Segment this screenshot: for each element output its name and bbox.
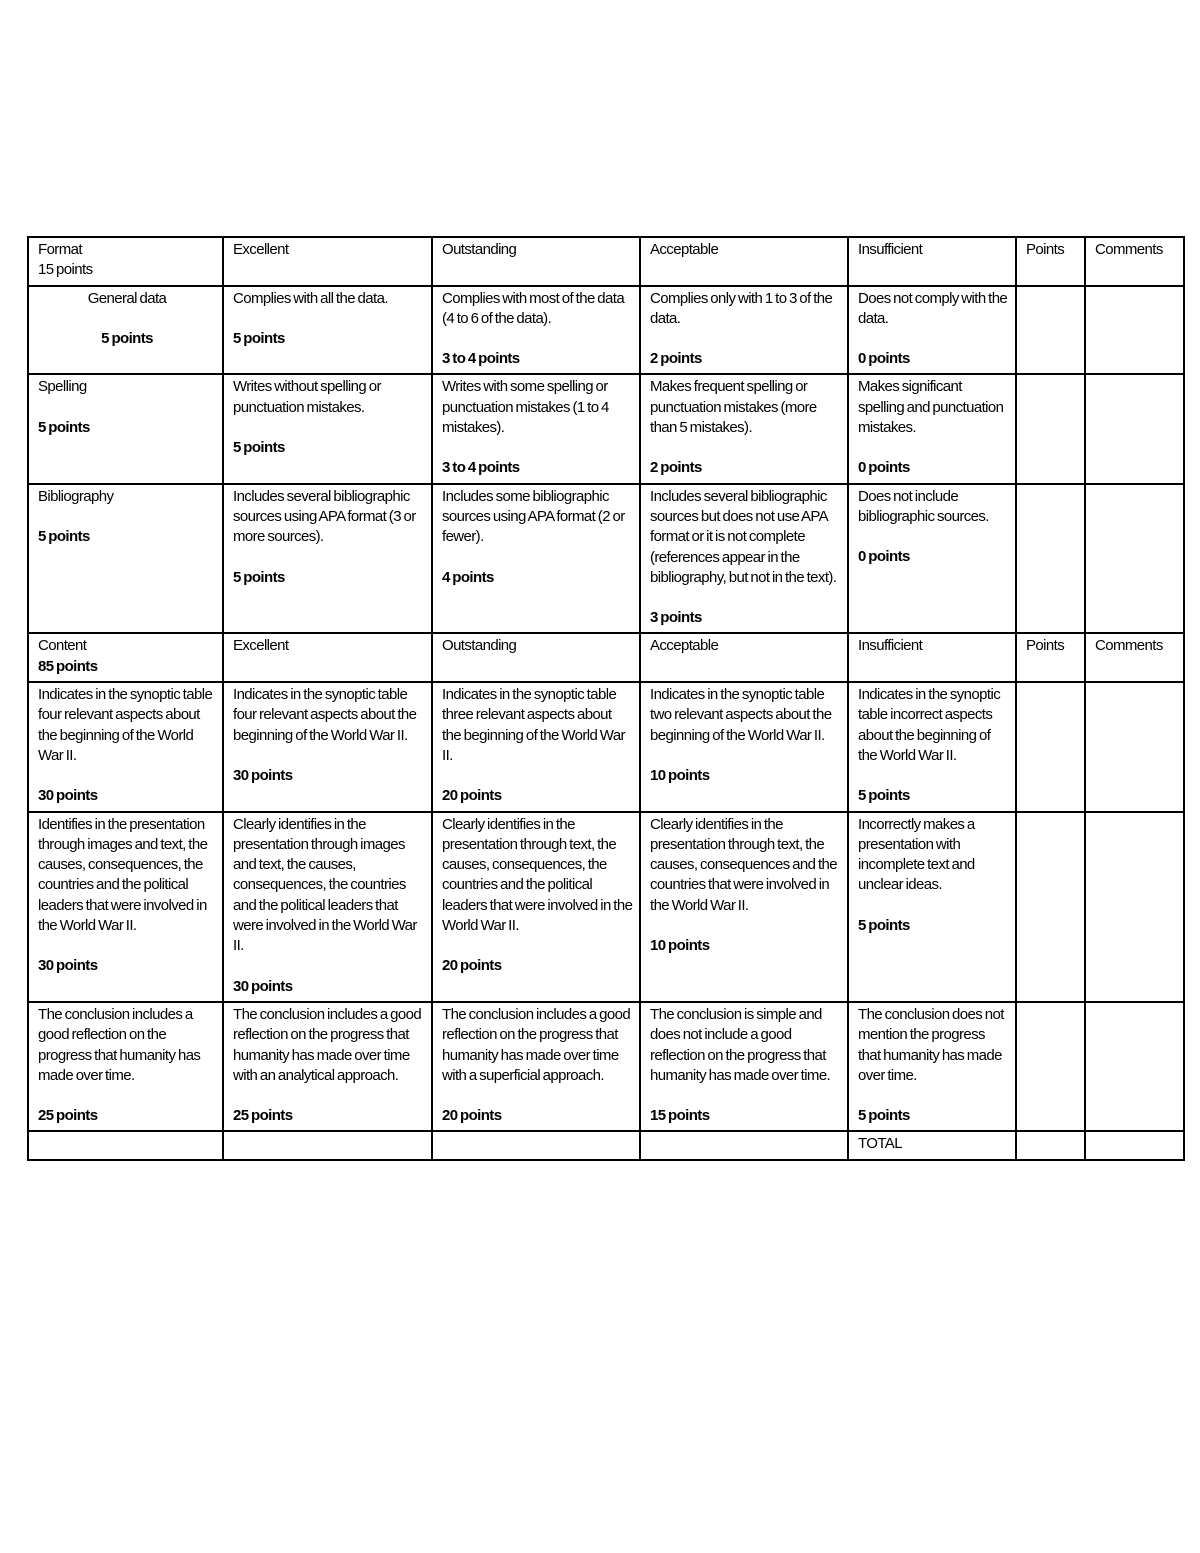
level-points: 5 points (233, 568, 285, 586)
level-points: 5 points (233, 329, 285, 347)
points-cell[interactable] (1016, 374, 1085, 483)
level-points: 0 points (858, 548, 910, 566)
level-points: 3 to 4 points (442, 459, 520, 477)
level-points: 5 points (858, 1107, 910, 1125)
level-cell (640, 812, 848, 1002)
level-description: Does not include bibliographic sources. (858, 487, 989, 525)
rubric-table (27, 236, 1185, 1161)
criterion-name: Indicates in the synoptic table four relevant aspects about the beginning of the World War II. (38, 686, 213, 764)
level-header-excellent: Excellent (223, 237, 432, 286)
level-points: 2 points (650, 459, 702, 477)
points-cell[interactable] (1016, 682, 1085, 811)
level-points: 20 points (442, 957, 502, 975)
criterion-points: 30 points (38, 957, 98, 975)
level-cell (223, 1002, 432, 1131)
level-points: 5 points (858, 787, 910, 805)
level-points: 20 points (442, 1107, 502, 1125)
level-cell (223, 484, 432, 634)
content_header-section-total: 85 points (38, 657, 98, 675)
criterion-cell (28, 484, 223, 634)
content_header-section-title: Content (38, 637, 87, 655)
level-header-outstanding: Outstanding (432, 237, 640, 286)
empty-cell (223, 1131, 432, 1159)
level-description: Does not comply with the data. (858, 289, 1008, 327)
level-description: The conclusion does not mention the progress that humanity has made over time. (858, 1005, 1004, 1084)
comments-cell[interactable] (1085, 286, 1184, 375)
criterion-row (28, 812, 1184, 1002)
content-header-row (28, 633, 1184, 682)
criterion-name: Identifies in the presentation through images and text, the causes, consequences, the countries and the political leaders that were involved in the World War II. (38, 815, 208, 935)
comments-cell[interactable] (1085, 484, 1184, 634)
comments-cell[interactable] (1085, 682, 1184, 811)
criterion-points: 5 points (101, 329, 153, 347)
level-cell (432, 1002, 640, 1131)
level-description: Indicates in the synoptic table two relevant aspects about the beginning of the World War II. (650, 686, 832, 744)
content_header-criteria-header (28, 633, 223, 682)
level-header-insufficient: Insufficient (848, 633, 1016, 682)
level-description: Writes without spelling or punctuation mistakes. (233, 378, 381, 416)
total-comments-cell[interactable] (1085, 1131, 1184, 1159)
level-description: Clearly identifies in the presentation through images and text, the causes, consequences, the countries and the political leaders that were involved in the World War II. (233, 815, 417, 955)
total-points-cell[interactable] (1016, 1131, 1085, 1159)
format_header-section-title: Format (38, 241, 82, 258)
level-points: 10 points (650, 937, 710, 955)
format_header-section-total: 15 points (38, 261, 93, 279)
criterion-cell (28, 374, 223, 483)
level-description: Includes several bibliographic sources but does not use APA format or it is not complete (references appear in the bibliography, but not in the text). (650, 487, 837, 586)
criterion-name: General data (87, 289, 167, 307)
criterion-row (28, 286, 1184, 375)
level-cell (432, 812, 640, 1002)
level-points: 4 points (442, 568, 494, 586)
level-header-acceptable: Acceptable (640, 633, 848, 682)
criterion-points: 25 points (38, 1107, 98, 1125)
criterion-cell (28, 682, 223, 811)
level-cell (432, 484, 640, 634)
level-description: Makes significant spelling and punctuation mistakes. (858, 378, 1004, 437)
total-label: TOTAL (848, 1131, 1016, 1159)
level-cell (848, 286, 1016, 375)
level-cell (848, 484, 1016, 634)
level-description: Includes several bibliographic sources using APA format (3 or more sources). (233, 487, 416, 546)
criterion-points: 5 points (38, 418, 90, 436)
level-cell (223, 812, 432, 1002)
criterion-cell (28, 286, 223, 375)
comments-cell[interactable] (1085, 812, 1184, 1002)
total-row (28, 1131, 1184, 1159)
criterion-name: Bibliography (38, 487, 114, 505)
level-description: Indicates in the synoptic table four relevant aspects about the beginning of the World War II. (233, 686, 417, 744)
criterion-name: Spelling (38, 378, 87, 396)
level-cell (848, 812, 1016, 1002)
criterion-row (28, 682, 1184, 811)
level-points: 20 points (442, 787, 502, 805)
empty-cell (432, 1131, 640, 1159)
level-header-outstanding: Outstanding (432, 633, 640, 682)
level-points: 3 to 4 points (442, 350, 520, 368)
level-description: The conclusion is simple and does not include a good reflection on the progress that humanity has made over time. (650, 1005, 831, 1084)
points-cell[interactable] (1016, 286, 1085, 375)
level-description: Complies with most of the data (4 to 6 of the data). (442, 289, 625, 327)
criterion-row (28, 1002, 1184, 1131)
level-description: The conclusion includes a good reflection on the progress that humanity has made over time with a superficial approach. (442, 1005, 631, 1084)
level-header-acceptable: Acceptable (640, 237, 848, 286)
level-cell (223, 286, 432, 375)
level-cell (432, 682, 640, 811)
level-header-excellent: Excellent (223, 633, 432, 682)
level-points: 5 points (233, 439, 285, 457)
level-cell (223, 682, 432, 811)
level-description: Clearly identifies in the presentation through text, the causes, consequences, the countries and the political leaders that were involved in the World War II. (442, 815, 633, 935)
level-points: 0 points (858, 459, 910, 477)
level-points: 15 points (650, 1107, 710, 1125)
level-cell (640, 682, 848, 811)
criterion-points: 30 points (38, 787, 98, 805)
criterion-cell (28, 812, 223, 1002)
level-points: 2 points (650, 350, 702, 368)
level-cell (640, 374, 848, 483)
level-description: Indicates in the synoptic table incorrect aspects about the beginning of the World War II. (858, 686, 1001, 764)
points-cell[interactable] (1016, 812, 1085, 1002)
criterion-cell (28, 1002, 223, 1131)
empty-cell (28, 1131, 223, 1159)
empty-cell (640, 1131, 848, 1159)
points-header: Points (1016, 633, 1085, 682)
level-cell (640, 286, 848, 375)
level-cell (223, 374, 432, 483)
level-description: Clearly identifies in the presentation through text, the causes, consequences and the countries that were involved in the World War II. (650, 815, 838, 914)
points-cell[interactable] (1016, 1002, 1085, 1131)
level-cell (640, 484, 848, 634)
level-points: 3 points (650, 609, 702, 627)
level-cell (848, 682, 1016, 811)
comments-cell[interactable] (1085, 374, 1184, 483)
criterion-row (28, 374, 1184, 483)
comments-header: Comments (1085, 633, 1184, 682)
level-description: Writes with some spelling or punctuation mistakes (1 to 4 mistakes). (442, 378, 609, 437)
level-description: Incorrectly makes a presentation with incomplete text and unclear ideas. (858, 815, 975, 894)
level-description: Includes some bibliographic sources using APA format (2 or fewer). (442, 487, 625, 546)
level-cell (432, 286, 640, 375)
level-points: 25 points (233, 1107, 293, 1125)
level-cell (848, 374, 1016, 483)
level-description: Makes frequent spelling or punctuation mistakes (more than 5 mistakes). (650, 378, 817, 437)
criterion-points: 5 points (38, 527, 90, 545)
format_header-criteria-header (28, 237, 223, 286)
level-points: 30 points (233, 766, 293, 784)
comments-cell[interactable] (1085, 1002, 1184, 1131)
points-header: Points (1016, 237, 1085, 286)
criterion-row (28, 484, 1184, 634)
level-points: 0 points (858, 350, 910, 368)
level-points: 10 points (650, 766, 710, 784)
level-cell (432, 374, 640, 483)
points-cell[interactable] (1016, 484, 1085, 634)
level-cell (848, 1002, 1016, 1131)
level-description: The conclusion includes a good reflection on the progress that humanity has made over time with an analytical approach. (233, 1005, 422, 1084)
level-points: 30 points (233, 977, 293, 995)
level-description: Complies with all the data. (233, 289, 388, 307)
format-header-row (28, 237, 1184, 286)
level-description: Indicates in the synoptic table three relevant aspects about the beginning of the World War II. (442, 686, 625, 764)
level-header-insufficient: Insufficient (848, 237, 1016, 286)
level-description: Complies only with 1 to 3 of the data. (650, 289, 833, 327)
level-points: 5 points (858, 916, 910, 934)
criterion-name: The conclusion includes a good reflection on the progress that humanity has made over time. (38, 1005, 201, 1084)
comments-header: Comments (1085, 237, 1184, 286)
level-cell (640, 1002, 848, 1131)
